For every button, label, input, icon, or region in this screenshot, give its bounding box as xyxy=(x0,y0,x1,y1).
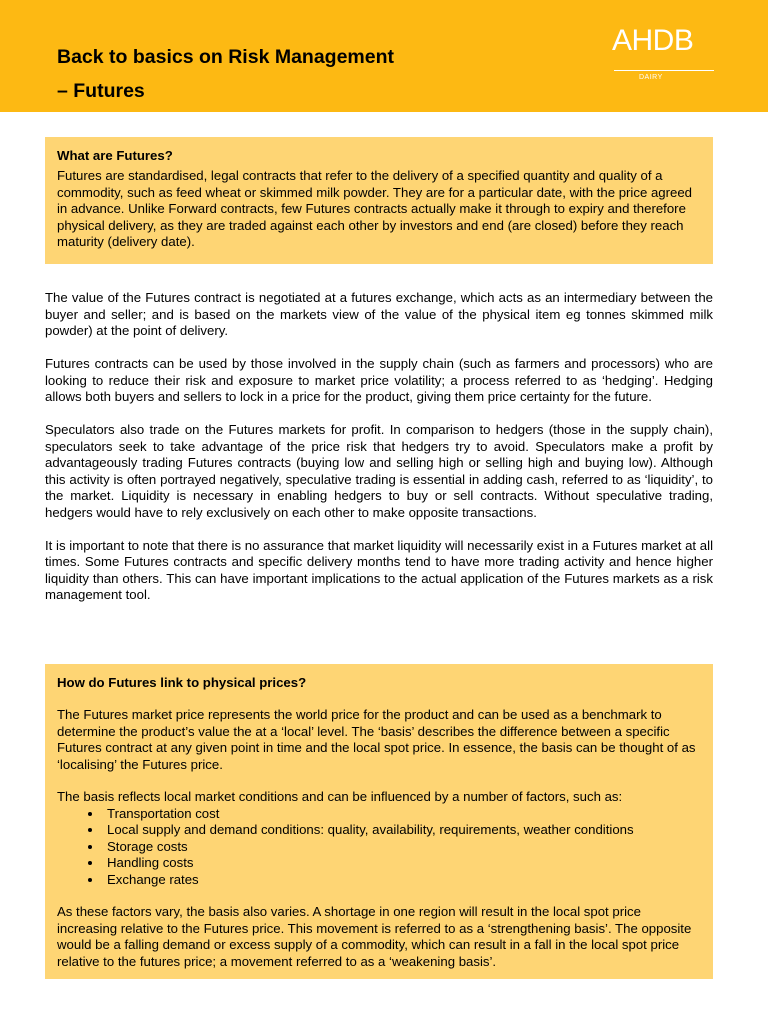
list-item: • Exchange rates xyxy=(103,872,701,889)
title-line-1: Back to basics on Risk Management xyxy=(57,46,395,68)
body-text xyxy=(45,290,713,620)
logo-text: AHDB xyxy=(612,24,694,57)
paragraph: The value of the Futures contract is negotiated at a futures exchange, which acts as an intermediary between the buyer and seller; and is based on the markets view of the value of the physical item eg tonnes skimmed milk powder) at the point of delivery. xyxy=(45,290,713,338)
page-title xyxy=(57,40,394,108)
list-item: • Transportation cost xyxy=(103,806,701,823)
physical-prices-box xyxy=(45,664,713,979)
title-line-2: – Futures xyxy=(57,80,145,102)
paragraph: Futures contracts can be used by those involved in the supply chain (such as farmers and processors) who are looking to reduce their risk and exposure to market price volatility; a process referred to as ‘hedging’. Hedging allows both buyers and sellers to lock in a price for the product, giving them price certainty for the future. xyxy=(45,356,713,404)
box-paragraph: As these factors vary, the basis also varies. A shortage in one region will result in the local spot price increasing relative to the Futures price. This movement is referred to as a ‘strengthening basis’. The opposite would be a falling demand or excess supply of a commodity, which can result in a fall in the local spot price relative to the futures price; a movement referred to as a ‘weakening basis’. xyxy=(57,904,692,969)
box-paragraph: Futures are standardised, legal contracts that refer to the delivery of a specified quantity and quality of a commodity, such as feed wheat or skimmed milk powder. They are for a particular date, with the price agreed in advance. Unlike Forward contracts, few Futures contracts actually make it through to expiry and therefore physical delivery, as they are traded against each other by investors and end (are closed) before they reach maturity (delivery date). xyxy=(57,168,693,249)
factors-list xyxy=(57,806,701,889)
logo-underline xyxy=(614,70,714,71)
what-are-futures-box xyxy=(45,137,713,264)
box-heading: How do Futures link to physical prices? xyxy=(57,675,307,690)
paragraph: Speculators also trade on the Futures markets for profit. In comparison to hedgers (those in the supply chain), speculators seek to take advantage of the price risk that hedgers try to avoid. Speculators make a profit by advantageously trading Futures contracts (buying low and selling high or selling high and buying low). Although this activity is often portrayed negatively, speculative trading is essential in adding cash, referred to as ‘liquidity’, to the market. Liquidity is necessary in enabling hedgers to buy or sell contracts. Without speculative trading, hedgers would have to rely exclusively on each other to make opposite transactions. xyxy=(45,422,713,520)
box-paragraph: The basis reflects local market conditions and can be influenced by a number of factors, such as: xyxy=(57,789,623,804)
ahdb-logo xyxy=(612,26,716,86)
box-heading: What are Futures? xyxy=(57,148,173,163)
box-paragraph: The Futures market price represents the world price for the product and can be used as a benchmark to determine the product’s value the at a ‘local’ level. The ‘basis’ describes the difference between a specific Futures contract at any given point in time and the local spot price. In essence, the basis can be thought of as ‘localising’ the Futures price. xyxy=(57,707,696,772)
list-item: • Local supply and demand conditions: quality, availability, requirements, weather conditions xyxy=(103,822,701,839)
list-item: • Handling costs xyxy=(103,855,701,872)
page-header xyxy=(0,0,768,112)
logo-subtext: DAIRY xyxy=(639,74,663,81)
list-item: • Storage costs xyxy=(103,839,701,856)
paragraph: It is important to note that there is no assurance that market liquidity will necessarily exist in a Futures market at all times. Some Futures contracts and specific delivery months tend to have more trading activity and hence higher liquidity than others. This can have important implications to the actual application of the Futures markets as a risk management tool. xyxy=(45,537,713,602)
